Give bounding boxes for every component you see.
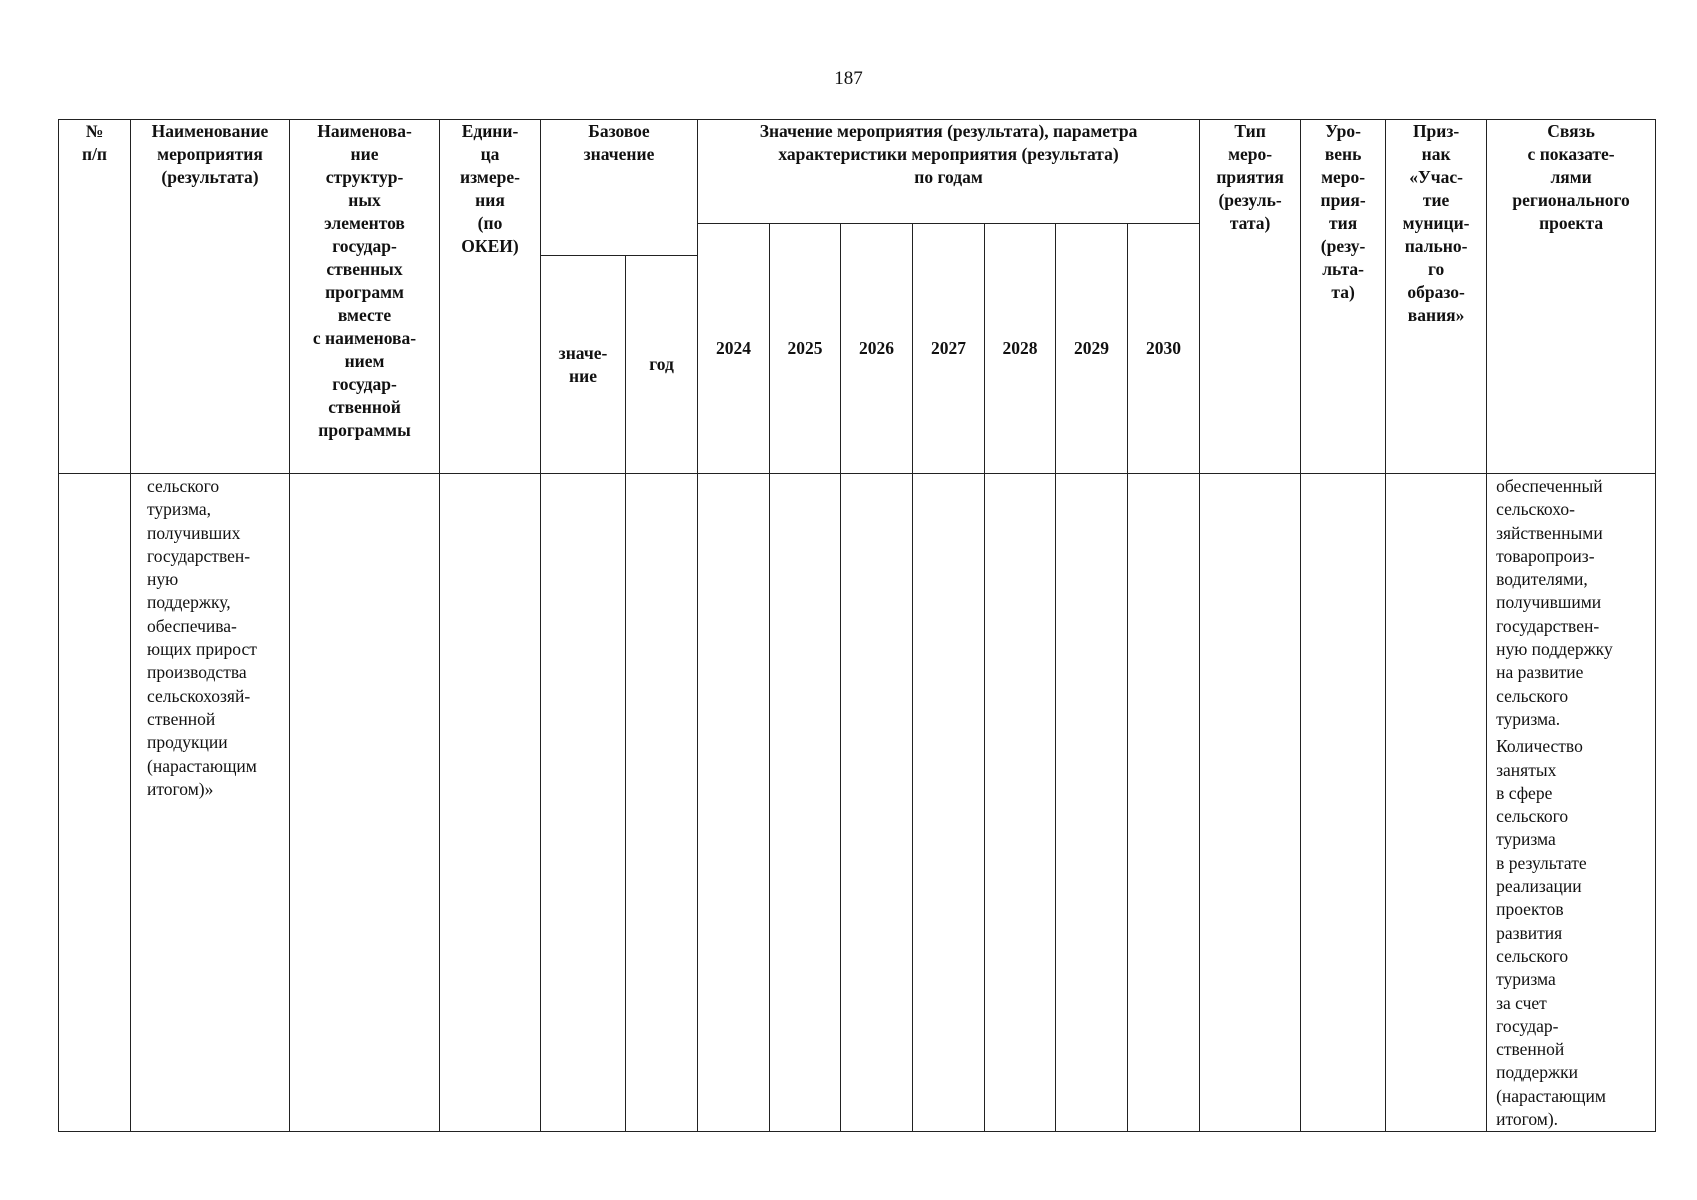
- header-year-2029: 2029: [1056, 224, 1128, 474]
- text-line: льта-: [1322, 259, 1364, 279]
- text-line: го: [1427, 259, 1445, 279]
- cell-2026: [841, 474, 913, 1132]
- text-line: год: [649, 354, 674, 374]
- text-line: сельского: [1496, 806, 1569, 827]
- header-num: [59, 120, 131, 474]
- text-line: значение: [583, 144, 655, 164]
- cell-2027: [913, 474, 985, 1132]
- cell-2028: [985, 474, 1056, 1132]
- header-base-value: [541, 120, 698, 256]
- text-line: нием: [344, 351, 385, 371]
- text-line: государ-: [332, 236, 397, 256]
- header-year-2028: 2028: [985, 224, 1056, 474]
- text-line: измере-: [460, 167, 520, 187]
- header-year-2024: 2024: [698, 224, 770, 474]
- text-line: обеспечива-: [147, 615, 237, 636]
- header-unit: [440, 120, 541, 474]
- text-line: государствен-: [1496, 615, 1600, 636]
- text-line: «Учас-: [1409, 167, 1463, 187]
- text-line: ственной: [1496, 1039, 1565, 1060]
- text-line: ние: [350, 144, 379, 164]
- text-line: ственной: [147, 708, 216, 729]
- text-line: тата): [1229, 213, 1271, 233]
- header-regional-link: [1487, 120, 1656, 474]
- header-values-by-year: [698, 120, 1200, 224]
- data-row: [59, 474, 1656, 1132]
- cell-2030: [1128, 474, 1200, 1132]
- header-row-1: [59, 120, 1656, 224]
- cell-base-year: [626, 474, 698, 1132]
- text-line: туризма: [1496, 969, 1556, 990]
- text-line: получивших: [147, 522, 241, 543]
- link-paragraph-1: [1496, 475, 1655, 731]
- text-line: с показате-: [1527, 144, 1615, 164]
- header-municipal: [1386, 120, 1487, 474]
- text-line: Базовое: [588, 121, 650, 141]
- header-type: [1200, 120, 1301, 474]
- cell-level: [1301, 474, 1386, 1132]
- text-line: приятия: [1216, 167, 1284, 187]
- text-line: поддержки: [1496, 1062, 1578, 1083]
- cell-base-value: [541, 474, 626, 1132]
- text-line: элементов: [324, 213, 405, 233]
- text-line: п/п: [81, 144, 108, 164]
- text-line: в результате: [1496, 852, 1587, 873]
- text-line: водителями,: [1496, 569, 1588, 590]
- text-line: №: [85, 121, 104, 141]
- cell-structural-elements: [290, 474, 440, 1132]
- text-line: регионального: [1512, 190, 1630, 210]
- text-line: производства: [147, 662, 247, 683]
- text-line: ную: [147, 569, 179, 590]
- link-paragraph-2: [1496, 735, 1655, 1131]
- text-line: ющих прирост: [147, 639, 257, 660]
- text-line: значе-: [558, 342, 608, 363]
- header-year-2026: 2026: [841, 224, 913, 474]
- text-line: поддержку,: [147, 592, 231, 613]
- header-name: [131, 120, 290, 474]
- text-line: Приз-: [1412, 121, 1460, 141]
- text-line: сельскохозяй-: [147, 685, 251, 706]
- header-level: [1301, 120, 1386, 474]
- text-line: туризма,: [147, 499, 212, 520]
- text-line: Количество: [1496, 736, 1583, 757]
- text-line: на развитие: [1496, 662, 1584, 683]
- text-line: зяйственными: [1496, 522, 1603, 543]
- text-line: обеспеченный: [1496, 476, 1603, 496]
- text-line: получившими: [1496, 592, 1602, 613]
- cell-unit: [440, 474, 541, 1132]
- text-line: ОКЕИ): [461, 236, 519, 256]
- text-line: мероприятия: [157, 144, 263, 164]
- text-line: вместе: [337, 305, 392, 325]
- text-line: в сфере: [1496, 782, 1553, 803]
- header-year-2027: 2027: [913, 224, 985, 474]
- text-line: товаропроиз-: [1496, 545, 1595, 566]
- cell-regional-link: [1487, 474, 1656, 1132]
- text-line: тие: [1422, 190, 1450, 210]
- text-line: вень: [1324, 144, 1362, 164]
- text-line: развития: [1496, 922, 1563, 943]
- text-line: (нарастающим: [147, 755, 257, 776]
- text-line: туризма: [1496, 829, 1556, 850]
- text-line: прия-: [1320, 190, 1366, 210]
- text-line: сельского: [1496, 685, 1569, 706]
- cell-activity-name: [131, 474, 290, 1132]
- text-line: Наименование: [151, 121, 269, 141]
- text-line: реализации: [1496, 876, 1582, 897]
- text-line: итогом).: [1496, 1109, 1559, 1130]
- text-line: продукции: [147, 732, 228, 753]
- page-number: 187: [834, 68, 863, 89]
- text-line: тия: [1329, 213, 1358, 233]
- text-line: проекта: [1539, 213, 1604, 233]
- cell-type: [1200, 474, 1301, 1132]
- text-line: структур-: [325, 167, 404, 187]
- text-line: (резу-: [1320, 236, 1366, 256]
- text-line: ственных: [326, 259, 403, 279]
- text-line: (резуль-: [1218, 190, 1282, 210]
- cell-2024: [698, 474, 770, 1132]
- text-line: по годам: [914, 167, 983, 187]
- text-line: с наименова-: [312, 328, 417, 348]
- text-line: программы: [318, 420, 411, 440]
- text-line: за счет: [1496, 992, 1547, 1013]
- text-line: программ: [325, 282, 404, 302]
- text-line: (по: [477, 213, 503, 233]
- text-line: сельскохо-: [1496, 499, 1575, 520]
- text-line: ца: [480, 144, 500, 164]
- text-line: государ-: [1496, 1015, 1559, 1036]
- header-year-2025: 2025: [770, 224, 841, 474]
- text-line: пально-: [1404, 236, 1468, 256]
- text-line: ственной: [328, 397, 401, 417]
- text-line: занятых: [1496, 759, 1557, 780]
- header-base-value-year: [626, 256, 698, 474]
- text-line: ных: [348, 190, 381, 210]
- text-line: Тип: [1234, 121, 1266, 141]
- header-base-value-value: [541, 256, 626, 474]
- text-line: образо-: [1407, 282, 1465, 302]
- text-line: ную поддержку: [1496, 639, 1613, 660]
- header-structural-elements: [290, 120, 440, 474]
- text-line: Уро-: [1325, 121, 1361, 141]
- text-line: (результата): [161, 167, 259, 187]
- text-line: меро-: [1321, 167, 1366, 187]
- cell-2029: [1056, 474, 1128, 1132]
- text-line: государ-: [332, 374, 397, 394]
- text-line: меро-: [1228, 144, 1273, 164]
- text-line: сельского: [1496, 945, 1569, 966]
- activities-table: [58, 119, 1656, 1132]
- text-line: муници-: [1402, 213, 1470, 233]
- header-year-2030: 2030: [1128, 224, 1200, 474]
- cell-num: [59, 474, 131, 1132]
- text-line: ние: [569, 365, 597, 386]
- text-line: ния: [475, 190, 505, 210]
- text-line: Наименова-: [317, 121, 412, 141]
- text-line: туризма.: [1496, 708, 1561, 729]
- text-line: проектов: [1496, 899, 1564, 920]
- text-line: (нарастающим: [1496, 1085, 1606, 1106]
- cell-2025: [770, 474, 841, 1132]
- text-line: Значение мероприятия (результата), параметра: [759, 121, 1138, 141]
- text-line: сельского: [147, 476, 220, 496]
- text-line: государствен-: [147, 545, 251, 566]
- text-line: та): [1331, 282, 1355, 302]
- text-line: Едини-: [461, 121, 519, 141]
- cell-municipal: [1386, 474, 1487, 1132]
- text-line: вания»: [1407, 305, 1465, 325]
- text-line: характеристики мероприятия (результата): [778, 144, 1119, 164]
- text-line: лями: [1550, 167, 1592, 187]
- text-line: итогом)»: [147, 778, 214, 799]
- text-line: Связь: [1547, 121, 1595, 141]
- text-line: нак: [1421, 144, 1451, 164]
